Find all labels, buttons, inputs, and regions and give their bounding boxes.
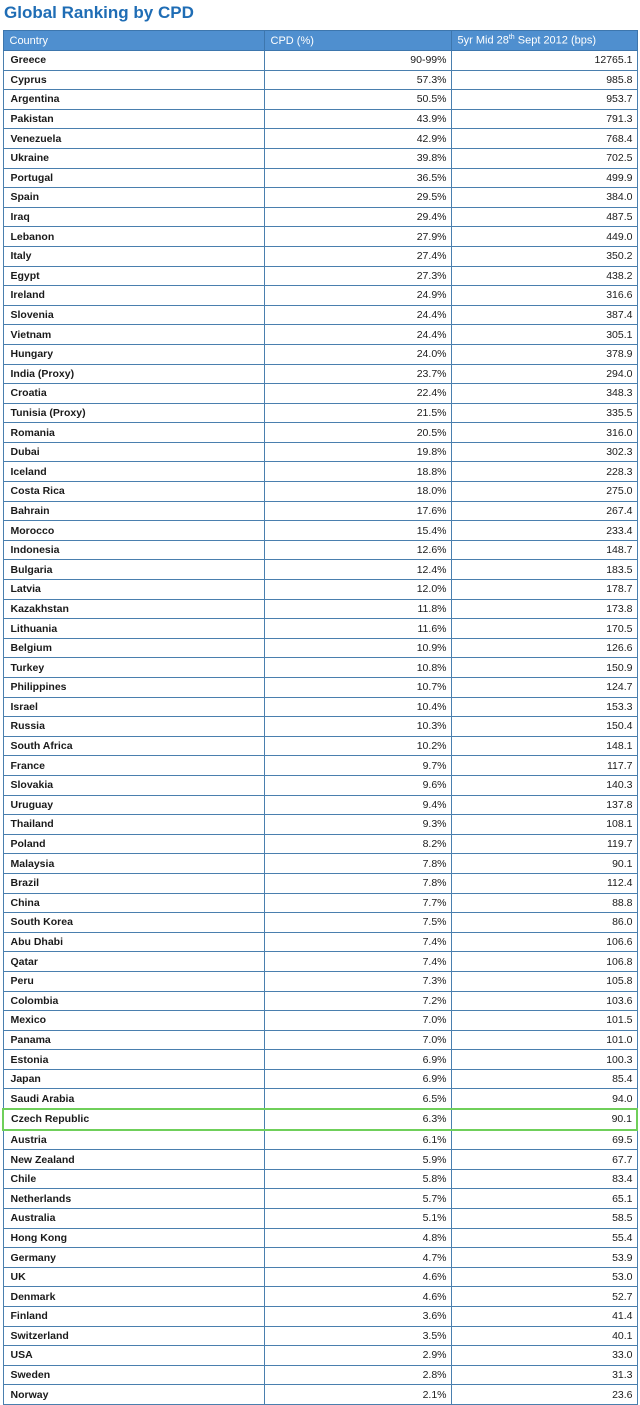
cell-5yr-mid: 275.0 [451, 482, 637, 502]
cell-country: Morocco [3, 521, 264, 541]
table-row [3, 384, 637, 404]
cell-country: Latvia [3, 580, 264, 600]
cell-country: Japan [3, 1069, 264, 1089]
cell-country: Argentina [3, 90, 264, 110]
cell-cpd: 10.2% [264, 736, 451, 756]
cell-country: Colombia [3, 991, 264, 1011]
table-row [3, 756, 637, 776]
cell-5yr-mid: 23.6 [451, 1385, 637, 1405]
cell-country: Lithuania [3, 619, 264, 639]
cell-cpd: 10.4% [264, 697, 451, 717]
table-row [3, 442, 637, 462]
table-row [3, 1209, 637, 1229]
cell-country: Croatia [3, 384, 264, 404]
cell-country: Norway [3, 1385, 264, 1405]
cell-cpd: 6.3% [264, 1109, 451, 1130]
cell-5yr-mid: 449.0 [451, 227, 637, 247]
cell-country: New Zealand [3, 1150, 264, 1170]
cell-5yr-mid: 108.1 [451, 815, 637, 835]
cell-cpd: 10.3% [264, 717, 451, 737]
cell-5yr-mid: 40.1 [451, 1326, 637, 1346]
table-row [3, 854, 637, 874]
cell-cpd: 24.0% [264, 344, 451, 364]
cell-cpd: 39.8% [264, 148, 451, 168]
table-header-row [3, 31, 637, 51]
cell-cpd: 5.1% [264, 1209, 451, 1229]
cell-cpd: 3.6% [264, 1307, 451, 1327]
cell-5yr-mid: 150.9 [451, 658, 637, 678]
table-row [3, 1030, 637, 1050]
cell-country: South Africa [3, 736, 264, 756]
cell-5yr-mid: 86.0 [451, 913, 637, 933]
cell-country: Egypt [3, 266, 264, 286]
cell-5yr-mid: 55.4 [451, 1228, 637, 1248]
table-row [3, 90, 637, 110]
cell-country: Denmark [3, 1287, 264, 1307]
cell-country: Brazil [3, 873, 264, 893]
cell-5yr-mid: 105.8 [451, 971, 637, 991]
cell-cpd: 7.5% [264, 913, 451, 933]
cell-cpd: 7.4% [264, 952, 451, 972]
cell-5yr-mid: 52.7 [451, 1287, 637, 1307]
cell-5yr-mid: 53.0 [451, 1267, 637, 1287]
table-row [3, 952, 637, 972]
table-row [3, 815, 637, 835]
cell-cpd: 4.6% [264, 1287, 451, 1307]
cell-country: Belgium [3, 638, 264, 658]
cell-cpd: 8.2% [264, 834, 451, 854]
cell-cpd: 6.5% [264, 1089, 451, 1109]
cell-cpd: 42.9% [264, 129, 451, 149]
cell-5yr-mid: 137.8 [451, 795, 637, 815]
table-row [3, 599, 637, 619]
cell-country: India (Proxy) [3, 364, 264, 384]
cell-5yr-mid: 88.8 [451, 893, 637, 913]
cell-5yr-mid: 12765.1 [451, 51, 637, 71]
table-row [3, 560, 637, 580]
table-row [3, 1346, 637, 1366]
table-row [3, 423, 637, 443]
table-row [3, 501, 637, 521]
cell-country: Romania [3, 423, 264, 443]
cell-5yr-mid: 302.3 [451, 442, 637, 462]
cell-cpd: 29.4% [264, 207, 451, 227]
cell-5yr-mid: 294.0 [451, 364, 637, 384]
cell-5yr-mid: 53.9 [451, 1248, 637, 1268]
table-row [3, 736, 637, 756]
cell-country: Iceland [3, 462, 264, 482]
cell-cpd: 18.0% [264, 482, 451, 502]
cell-country: Bulgaria [3, 560, 264, 580]
cell-5yr-mid: 791.3 [451, 109, 637, 129]
table-row [3, 188, 637, 208]
table-row [3, 246, 637, 266]
table-row [3, 540, 637, 560]
table-row [3, 1307, 637, 1327]
table-row [3, 521, 637, 541]
cell-5yr-mid: 100.3 [451, 1050, 637, 1070]
cell-cpd: 19.8% [264, 442, 451, 462]
table-row [3, 1365, 637, 1385]
table-row [3, 1248, 637, 1268]
cell-cpd: 23.7% [264, 364, 451, 384]
cell-cpd: 36.5% [264, 168, 451, 188]
cell-5yr-mid: 103.6 [451, 991, 637, 1011]
cell-5yr-mid: 233.4 [451, 521, 637, 541]
table-row [3, 148, 637, 168]
cell-country: Finland [3, 1307, 264, 1327]
cell-country: Poland [3, 834, 264, 854]
cell-country: Spain [3, 188, 264, 208]
cell-5yr-mid: 305.1 [451, 325, 637, 345]
cell-cpd: 9.6% [264, 775, 451, 795]
cell-cpd: 6.9% [264, 1069, 451, 1089]
table-row [3, 227, 637, 247]
cell-country: Kazakhstan [3, 599, 264, 619]
cell-country: Greece [3, 51, 264, 71]
cell-cpd: 7.3% [264, 971, 451, 991]
cell-cpd: 5.7% [264, 1189, 451, 1209]
cell-country: USA [3, 1346, 264, 1366]
cell-country: Pakistan [3, 109, 264, 129]
table-row [3, 286, 637, 306]
table-row [3, 266, 637, 286]
cell-country: Mexico [3, 1011, 264, 1031]
table-row [3, 971, 637, 991]
table-row [3, 1150, 637, 1170]
cell-5yr-mid: 124.7 [451, 678, 637, 698]
cell-country: Czech Republic [3, 1109, 264, 1130]
cell-5yr-mid: 41.4 [451, 1307, 637, 1327]
cell-5yr-mid: 65.1 [451, 1189, 637, 1209]
cell-cpd: 24.9% [264, 286, 451, 306]
cell-country: Philippines [3, 678, 264, 698]
cell-5yr-mid: 85.4 [451, 1069, 637, 1089]
cell-country: Iraq [3, 207, 264, 227]
table-row [3, 1069, 637, 1089]
table-row [3, 129, 637, 149]
cell-country: Bahrain [3, 501, 264, 521]
cell-5yr-mid: 90.1 [451, 854, 637, 874]
cell-cpd: 10.8% [264, 658, 451, 678]
cell-5yr-mid: 350.2 [451, 246, 637, 266]
table-row [3, 580, 637, 600]
cell-cpd: 4.7% [264, 1248, 451, 1268]
column-header-country: Country [3, 31, 264, 51]
cell-country: Thailand [3, 815, 264, 835]
cell-country: Peru [3, 971, 264, 991]
cell-country: Malaysia [3, 854, 264, 874]
table-row [3, 364, 637, 384]
cell-cpd: 4.8% [264, 1228, 451, 1248]
cell-5yr-mid: 119.7 [451, 834, 637, 854]
cell-cpd: 9.7% [264, 756, 451, 776]
table-row [3, 795, 637, 815]
table-row [3, 482, 637, 502]
cell-5yr-mid: 487.5 [451, 207, 637, 227]
cell-country: South Korea [3, 913, 264, 933]
table-row [3, 893, 637, 913]
table-row-highlighted [3, 1109, 637, 1130]
cell-cpd: 10.9% [264, 638, 451, 658]
cell-country: Indonesia [3, 540, 264, 560]
cell-5yr-mid: 228.3 [451, 462, 637, 482]
cell-5yr-mid: 148.1 [451, 736, 637, 756]
cell-country: Tunisia (Proxy) [3, 403, 264, 423]
table-row [3, 1267, 637, 1287]
cell-5yr-mid: 33.0 [451, 1346, 637, 1366]
cell-cpd: 7.7% [264, 893, 451, 913]
cell-country: Russia [3, 717, 264, 737]
table-row [3, 1287, 637, 1307]
cell-country: Italy [3, 246, 264, 266]
cell-cpd: 5.9% [264, 1150, 451, 1170]
cell-5yr-mid: 387.4 [451, 305, 637, 325]
cell-cpd: 9.4% [264, 795, 451, 815]
cell-5yr-mid: 90.1 [451, 1109, 637, 1130]
cell-cpd: 6.9% [264, 1050, 451, 1070]
table-row [3, 1189, 637, 1209]
table-row [3, 775, 637, 795]
cell-5yr-mid: 106.6 [451, 932, 637, 952]
cell-5yr-mid: 153.3 [451, 697, 637, 717]
cell-cpd: 18.8% [264, 462, 451, 482]
cell-5yr-mid: 316.0 [451, 423, 637, 443]
cell-country: Netherlands [3, 1189, 264, 1209]
cell-cpd: 43.9% [264, 109, 451, 129]
table-row [3, 658, 637, 678]
cell-cpd: 7.0% [264, 1011, 451, 1031]
cell-country: Slovakia [3, 775, 264, 795]
cell-country: Slovenia [3, 305, 264, 325]
table-row [3, 932, 637, 952]
cell-country: Hungary [3, 344, 264, 364]
cell-country: Dubai [3, 442, 264, 462]
cell-country: Uruguay [3, 795, 264, 815]
cell-5yr-mid: 106.8 [451, 952, 637, 972]
cell-country: Lebanon [3, 227, 264, 247]
cell-country: Austria [3, 1130, 264, 1150]
cell-cpd: 12.0% [264, 580, 451, 600]
table-row [3, 913, 637, 933]
ranking-table [2, 30, 638, 1405]
cell-country: Hong Kong [3, 1228, 264, 1248]
cell-cpd: 2.1% [264, 1385, 451, 1405]
cell-5yr-mid: 953.7 [451, 90, 637, 110]
table-row [3, 344, 637, 364]
cell-5yr-mid: 150.4 [451, 717, 637, 737]
cell-cpd: 15.4% [264, 521, 451, 541]
table-body [3, 51, 637, 1405]
cell-5yr-mid: 58.5 [451, 1209, 637, 1229]
cell-cpd: 12.6% [264, 540, 451, 560]
header-superscript: th [508, 34, 515, 42]
cell-cpd: 9.3% [264, 815, 451, 835]
table-row [3, 1089, 637, 1109]
cell-cpd: 7.2% [264, 991, 451, 1011]
table-row [3, 834, 637, 854]
cell-5yr-mid: 173.8 [451, 599, 637, 619]
cell-cpd: 27.4% [264, 246, 451, 266]
cell-cpd: 11.8% [264, 599, 451, 619]
cell-5yr-mid: 702.5 [451, 148, 637, 168]
cell-5yr-mid: 148.7 [451, 540, 637, 560]
cell-cpd: 4.6% [264, 1267, 451, 1287]
cell-cpd: 12.4% [264, 560, 451, 580]
cell-5yr-mid: 117.7 [451, 756, 637, 776]
table-row [3, 619, 637, 639]
cell-country: Chile [3, 1169, 264, 1189]
cell-5yr-mid: 170.5 [451, 619, 637, 639]
cell-5yr-mid: 183.5 [451, 560, 637, 580]
cell-5yr-mid: 69.5 [451, 1130, 637, 1150]
cell-cpd: 50.5% [264, 90, 451, 110]
table-row [3, 70, 637, 90]
column-header-5yr-mid: 5yr Mid 28th Sept 2012 (bps) [451, 31, 637, 51]
cell-cpd: 7.4% [264, 932, 451, 952]
cell-cpd: 5.8% [264, 1169, 451, 1189]
cell-country: Portugal [3, 168, 264, 188]
table-row [3, 462, 637, 482]
cell-country: Estonia [3, 1050, 264, 1070]
cell-cpd: 24.4% [264, 305, 451, 325]
cell-cpd: 24.4% [264, 325, 451, 345]
table-row [3, 991, 637, 1011]
cell-5yr-mid: 335.5 [451, 403, 637, 423]
table-row [3, 717, 637, 737]
cell-5yr-mid: 378.9 [451, 344, 637, 364]
cell-cpd: 3.5% [264, 1326, 451, 1346]
cell-5yr-mid: 985.8 [451, 70, 637, 90]
cell-cpd: 57.3% [264, 70, 451, 90]
cell-5yr-mid: 438.2 [451, 266, 637, 286]
table-row [3, 1385, 637, 1405]
table-row [3, 638, 637, 658]
cell-cpd: 6.1% [264, 1130, 451, 1150]
cell-country: Turkey [3, 658, 264, 678]
cell-country: Cyprus [3, 70, 264, 90]
cell-5yr-mid: 384.0 [451, 188, 637, 208]
table-row [3, 1130, 637, 1150]
table-row [3, 109, 637, 129]
cell-5yr-mid: 126.6 [451, 638, 637, 658]
table-row [3, 168, 637, 188]
cell-cpd: 17.6% [264, 501, 451, 521]
cell-cpd: 29.5% [264, 188, 451, 208]
page-title: Global Ranking by CPD [4, 3, 194, 22]
cell-5yr-mid: 112.4 [451, 873, 637, 893]
cell-cpd: 21.5% [264, 403, 451, 423]
cell-5yr-mid: 267.4 [451, 501, 637, 521]
cell-country: China [3, 893, 264, 913]
cell-country: Abu Dhabi [3, 932, 264, 952]
table-row [3, 873, 637, 893]
table-row [3, 207, 637, 227]
cell-country: UK [3, 1267, 264, 1287]
cell-5yr-mid: 94.0 [451, 1089, 637, 1109]
cell-cpd: 2.9% [264, 1346, 451, 1366]
cell-cpd: 90-99% [264, 51, 451, 71]
cell-5yr-mid: 768.4 [451, 129, 637, 149]
cell-cpd: 11.6% [264, 619, 451, 639]
cell-country: Switzerland [3, 1326, 264, 1346]
cell-cpd: 27.9% [264, 227, 451, 247]
cell-country: Vietnam [3, 325, 264, 345]
cell-5yr-mid: 316.6 [451, 286, 637, 306]
table-row [3, 1050, 637, 1070]
cell-country: Venezuela [3, 129, 264, 149]
table-row [3, 1326, 637, 1346]
cell-country: Sweden [3, 1365, 264, 1385]
table-row [3, 1011, 637, 1031]
cell-5yr-mid: 101.5 [451, 1011, 637, 1031]
cell-5yr-mid: 178.7 [451, 580, 637, 600]
cell-cpd: 7.0% [264, 1030, 451, 1050]
cell-country: Ireland [3, 286, 264, 306]
table-row [3, 305, 637, 325]
table-row [3, 1169, 637, 1189]
cell-country: Panama [3, 1030, 264, 1050]
cell-country: Costa Rica [3, 482, 264, 502]
cell-country: Saudi Arabia [3, 1089, 264, 1109]
column-header-cpd: CPD (%) [264, 31, 451, 51]
cell-cpd: 20.5% [264, 423, 451, 443]
table-row [3, 403, 637, 423]
cell-5yr-mid: 140.3 [451, 775, 637, 795]
table-row [3, 51, 637, 71]
cell-5yr-mid: 67.7 [451, 1150, 637, 1170]
cell-country: Germany [3, 1248, 264, 1268]
table-row [3, 678, 637, 698]
cell-cpd: 7.8% [264, 873, 451, 893]
cell-country: Israel [3, 697, 264, 717]
cell-5yr-mid: 31.3 [451, 1365, 637, 1385]
table-row [3, 325, 637, 345]
cell-5yr-mid: 499.9 [451, 168, 637, 188]
table-row [3, 1228, 637, 1248]
cell-cpd: 22.4% [264, 384, 451, 404]
cell-country: Ukraine [3, 148, 264, 168]
table-row [3, 697, 637, 717]
cell-country: Australia [3, 1209, 264, 1229]
cell-cpd: 10.7% [264, 678, 451, 698]
cell-country: France [3, 756, 264, 776]
cell-5yr-mid: 101.0 [451, 1030, 637, 1050]
cell-5yr-mid: 348.3 [451, 384, 637, 404]
cell-cpd: 7.8% [264, 854, 451, 874]
cell-cpd: 27.3% [264, 266, 451, 286]
cell-country: Qatar [3, 952, 264, 972]
cell-cpd: 2.8% [264, 1365, 451, 1385]
cell-5yr-mid: 83.4 [451, 1169, 637, 1189]
